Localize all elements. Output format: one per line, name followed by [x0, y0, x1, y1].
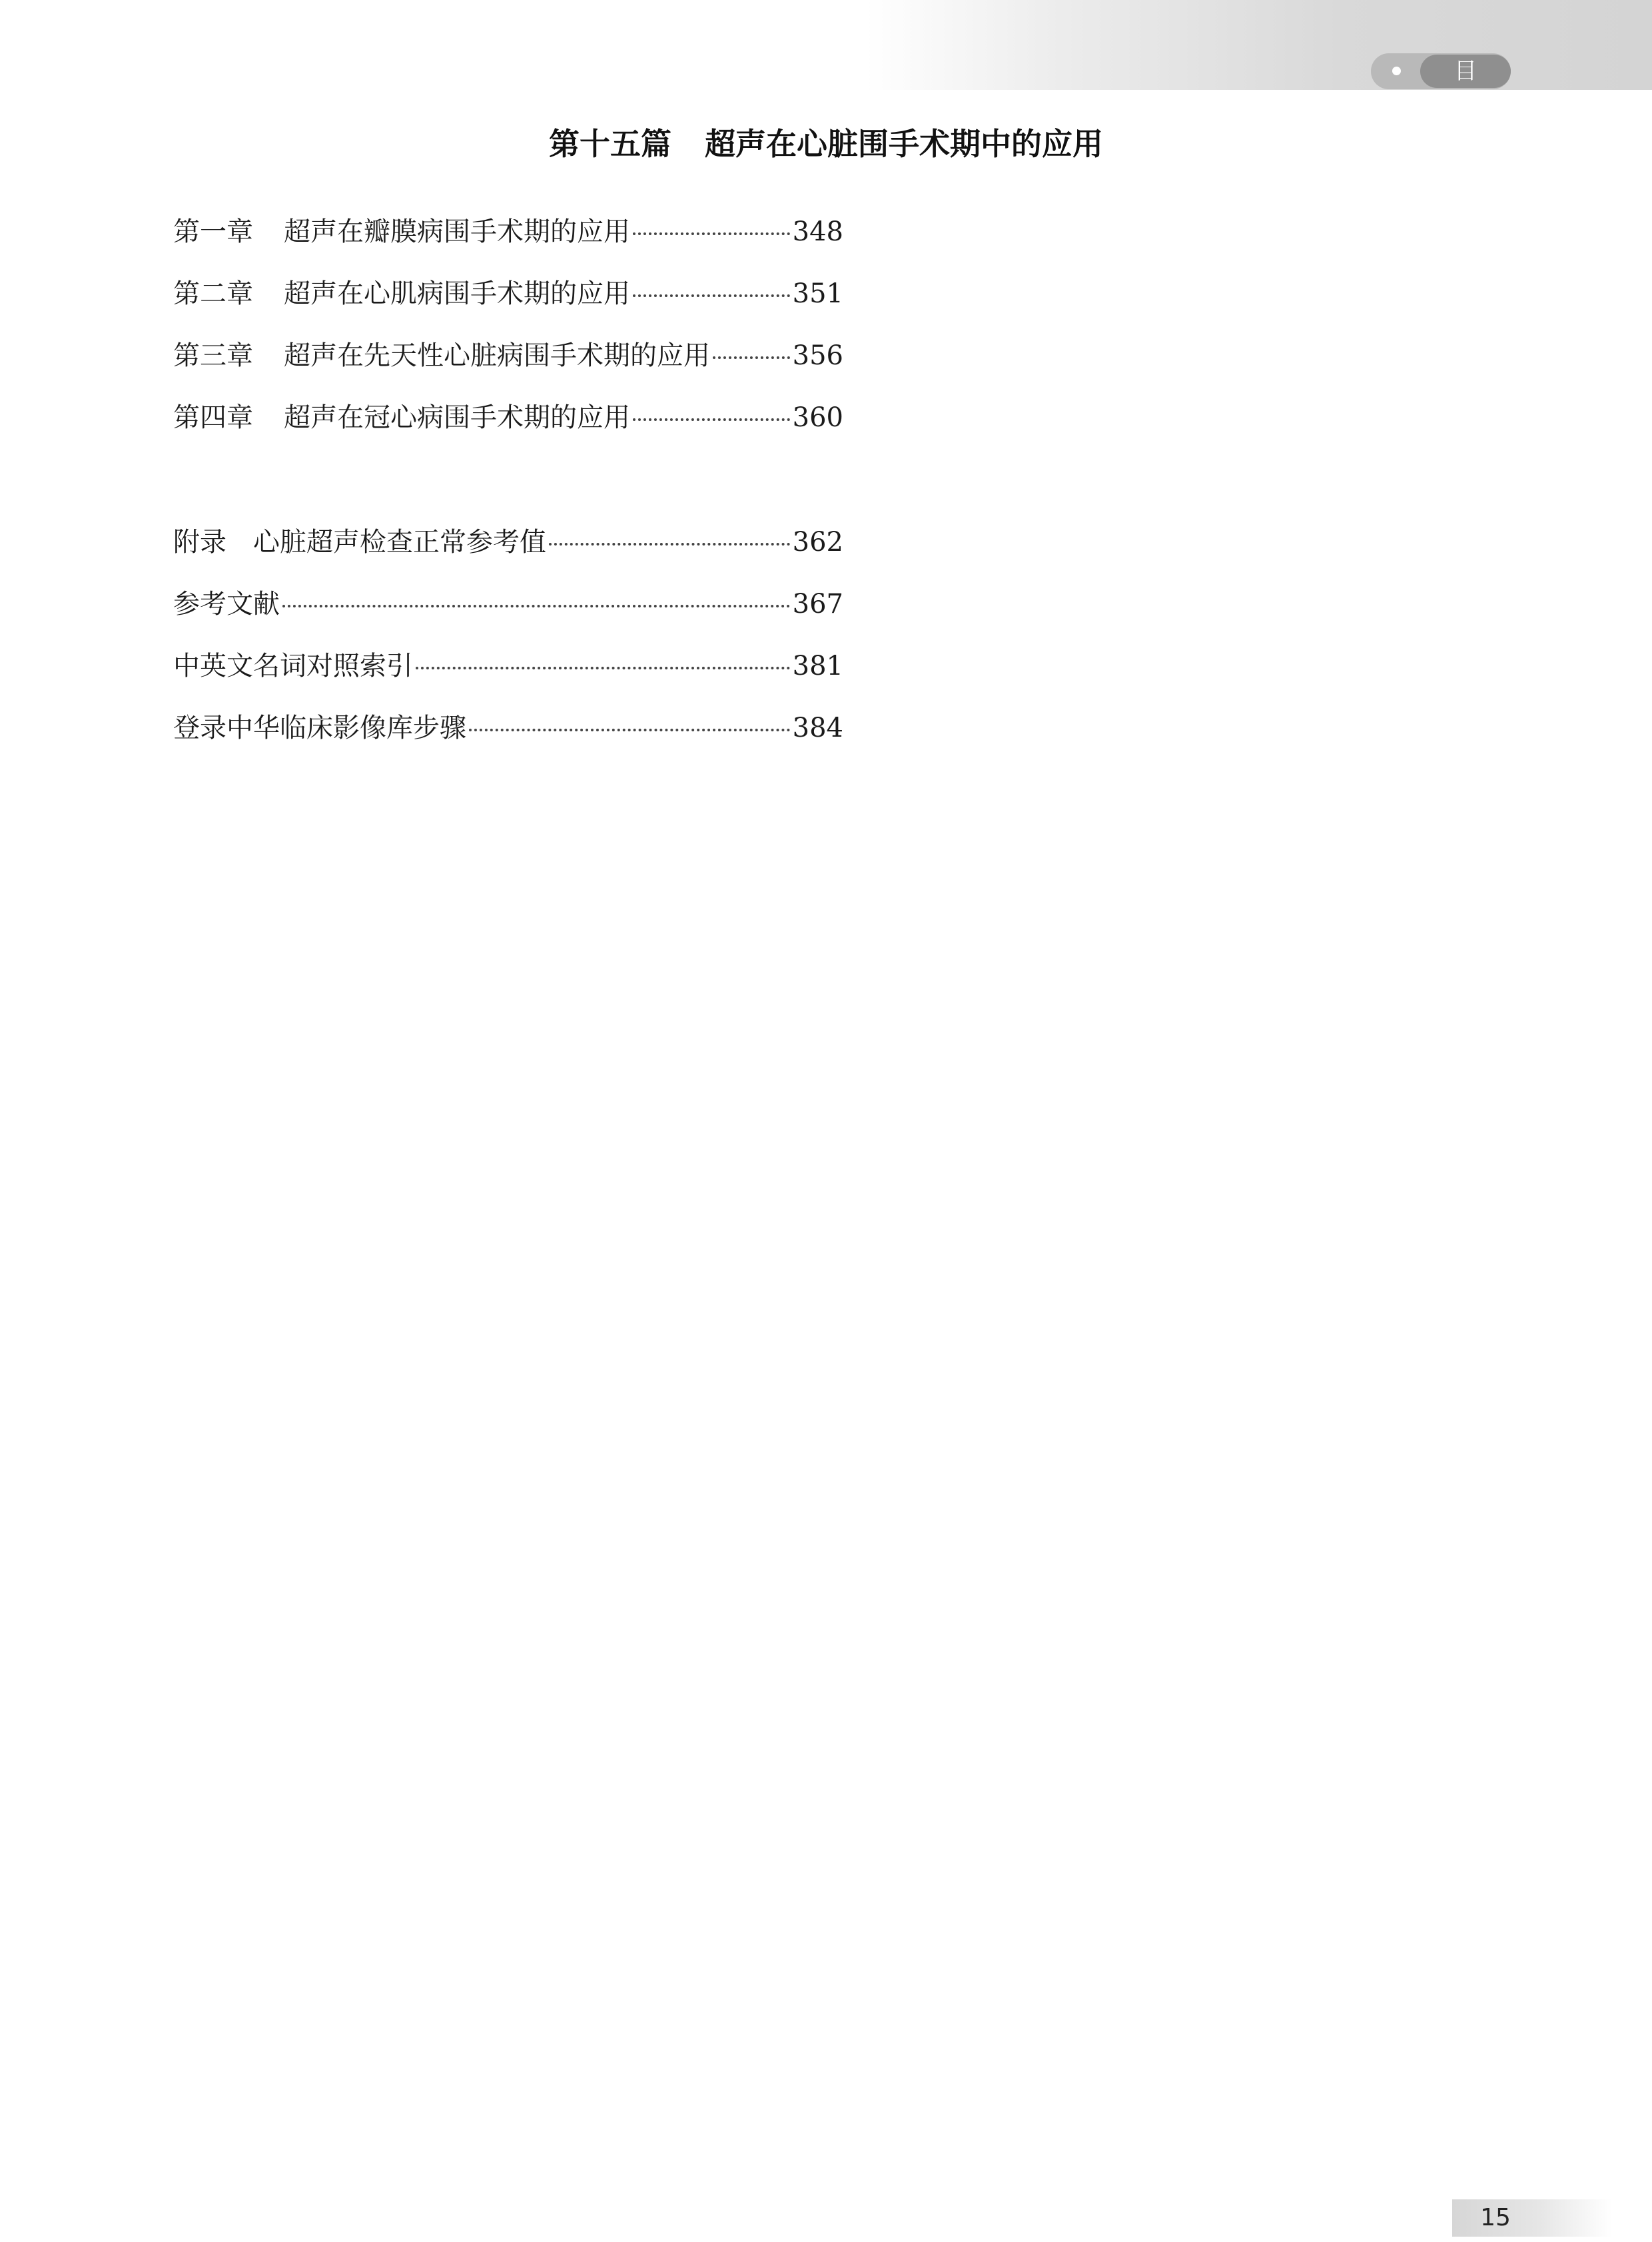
page-ref: 381 [792, 651, 843, 681]
page-number: 15 [1480, 2204, 1511, 2231]
toc-entry[interactable] [173, 206, 843, 268]
toc-entry[interactable] [173, 330, 843, 392]
toc-entry[interactable] [173, 517, 843, 579]
page-ref: 384 [792, 713, 843, 743]
part-title [0, 119, 1652, 169]
page-ref: 351 [792, 278, 843, 309]
bullet-icon [1392, 67, 1401, 75]
chapter-title: 超声在瓣膜病围手术期的应用 [284, 216, 630, 247]
chapter-label: 第三章 [173, 340, 253, 371]
toc-entry[interactable] [173, 703, 843, 765]
dot-leader [416, 667, 790, 669]
dot-leader [549, 543, 790, 546]
page-ref: 367 [792, 589, 843, 619]
dot-leader [713, 356, 790, 359]
dot-leader [633, 418, 790, 421]
entry-title: 心脏超声检查正常参考值 [253, 527, 546, 558]
toc-entry[interactable] [173, 268, 843, 330]
entry-title: 中英文名词对照索引 [173, 651, 413, 681]
back-matter-list [173, 517, 843, 765]
toc-entry[interactable] [173, 641, 843, 703]
chapter-title: 超声在先天性心脏病围手术期的应用 [284, 340, 710, 371]
part-number: 第十五篇 [549, 126, 671, 162]
appendix-label: 附录 [173, 527, 226, 558]
entry-title: 参考文献 [173, 589, 280, 619]
chapter-title: 超声在心肌病围手术期的应用 [284, 278, 630, 309]
page-ref: 362 [792, 527, 843, 558]
page-ref: 356 [792, 340, 843, 371]
page-ref: 348 [792, 216, 843, 247]
toc-entry[interactable] [173, 579, 843, 641]
toc-entry[interactable] [173, 392, 843, 454]
dot-leader [282, 605, 790, 607]
chapter-label: 第四章 [173, 402, 253, 433]
dot-leader [633, 294, 790, 297]
chapter-label: 第二章 [173, 278, 253, 309]
section-label: 目录 [1444, 58, 1497, 118]
chapter-list [173, 206, 843, 454]
header-gradient-band [866, 0, 1652, 118]
entry-title: 登录中华临床影像库步骤 [173, 713, 466, 743]
chapter-label: 第一章 [173, 216, 253, 247]
dot-leader [633, 232, 790, 235]
page-ref: 360 [792, 402, 843, 433]
chapter-title: 超声在冠心病围手术期的应用 [284, 402, 630, 433]
part-name: 超声在心脏围手术期中的应用 [705, 126, 1103, 162]
dot-leader [469, 729, 790, 731]
